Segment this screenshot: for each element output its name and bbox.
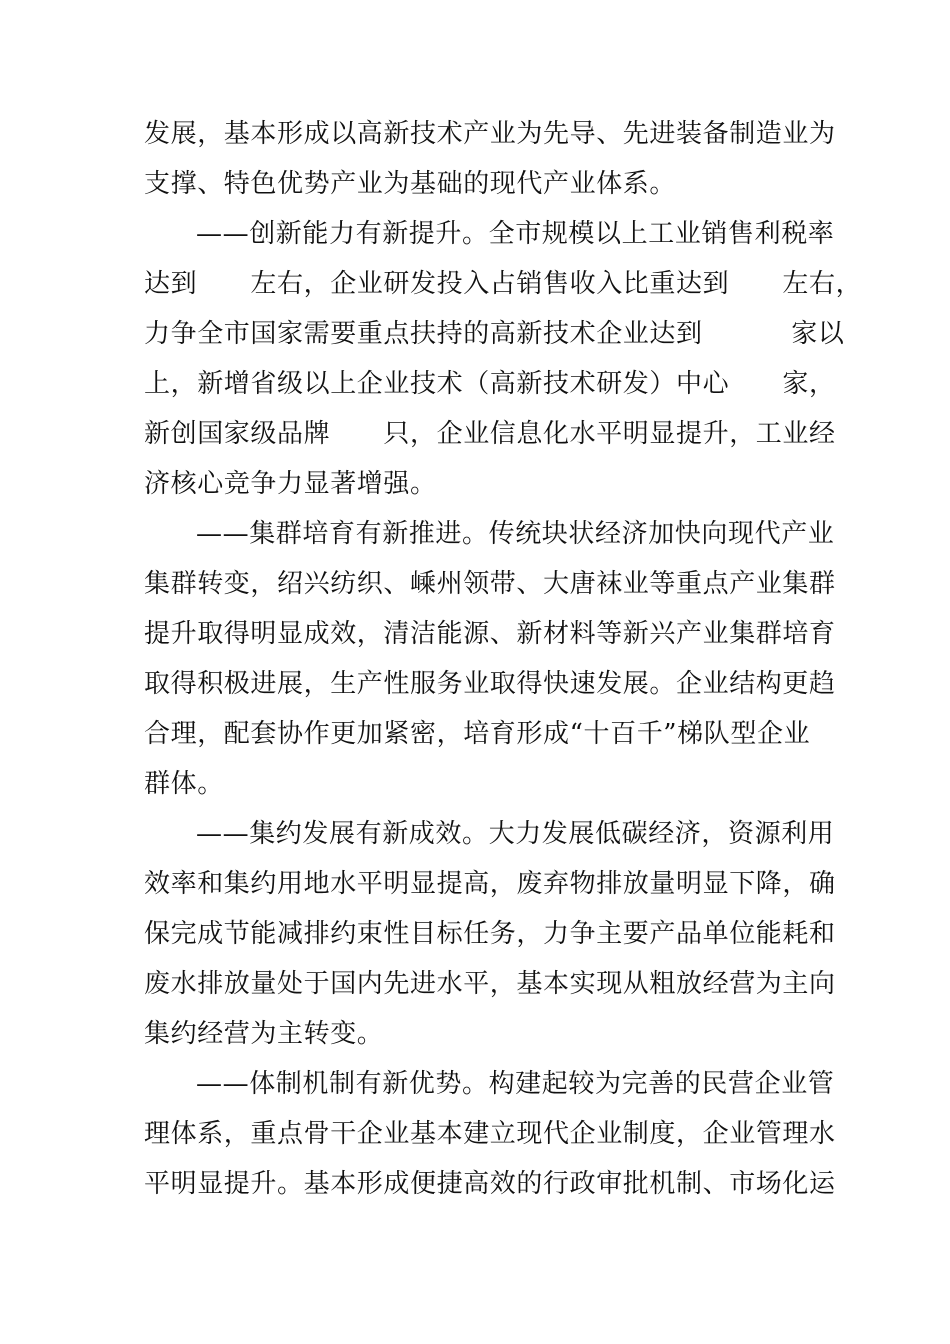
text-line-13: 合理，配套协作更加紧密，培育形成“十百千”梯队型企业 — [144, 719, 811, 749]
text-line-16: 效率和集约用地水平明显提高，废弃物排放量明显下降，确 — [144, 869, 836, 899]
text-line-4: 达到 左右，企业研发投入占销售收入比重达到 左右， — [144, 269, 863, 299]
text-line-2: 支撑、特色优势产业为基础的现代产业体系。 — [144, 169, 677, 199]
text-line-8: 济核心竞争力显著增强。 — [144, 469, 437, 499]
text-line-15: ——集约发展有新成效。大力发展低碳经济，资源利用 — [196, 819, 835, 849]
text-line-1: 发展，基本形成以高新技术产业为先导、先进装备制造业为 — [144, 119, 836, 149]
text-line-19: 集约经营为主转变。 — [144, 1019, 384, 1049]
text-line-18: 废水排放量处于国内先进水平，基本实现从粗放经营为主向 — [144, 969, 836, 999]
text-line-6: 上，新增省级以上企业技术（高新技术研发）中心 家， — [144, 369, 836, 399]
text-line-20: ——体制机制有新优势。构建起较为完善的民营企业管 — [196, 1069, 835, 1099]
text-line-10: 集群转变，绍兴纺织、嵊州领带、大唐袜业等重点产业集群 — [144, 569, 836, 599]
text-line-14: 群体。 — [144, 769, 224, 799]
text-line-17: 保完成节能减排约束性目标任务，力争主要产品单位能耗和 — [144, 919, 836, 949]
text-line-7: 新创国家级品牌 只，企业信息化水平明显提升，工业经 — [144, 419, 836, 449]
text-line-3: ——创新能力有新提升。全市规模以上工业销售利税率 — [196, 219, 835, 249]
text-line-9: ——集群培育有新推进。传统块状经济加快向现代产业 — [196, 519, 835, 549]
text-line-11: 提升取得明显成效，清洁能源、新材料等新兴产业集群培育 — [144, 619, 836, 649]
text-line-12: 取得积极进展，生产性服务业取得快速发展。企业结构更趋 — [144, 669, 836, 699]
text-line-21: 理体系，重点骨干企业基本建立现代企业制度，企业管理水 — [144, 1119, 836, 1149]
text-line-22: 平明显提升。基本形成便捷高效的行政审批机制、市场化运 — [144, 1169, 836, 1199]
text-line-5: 力争全市国家需要重点扶持的高新技术企业达到 家以 — [144, 319, 845, 349]
